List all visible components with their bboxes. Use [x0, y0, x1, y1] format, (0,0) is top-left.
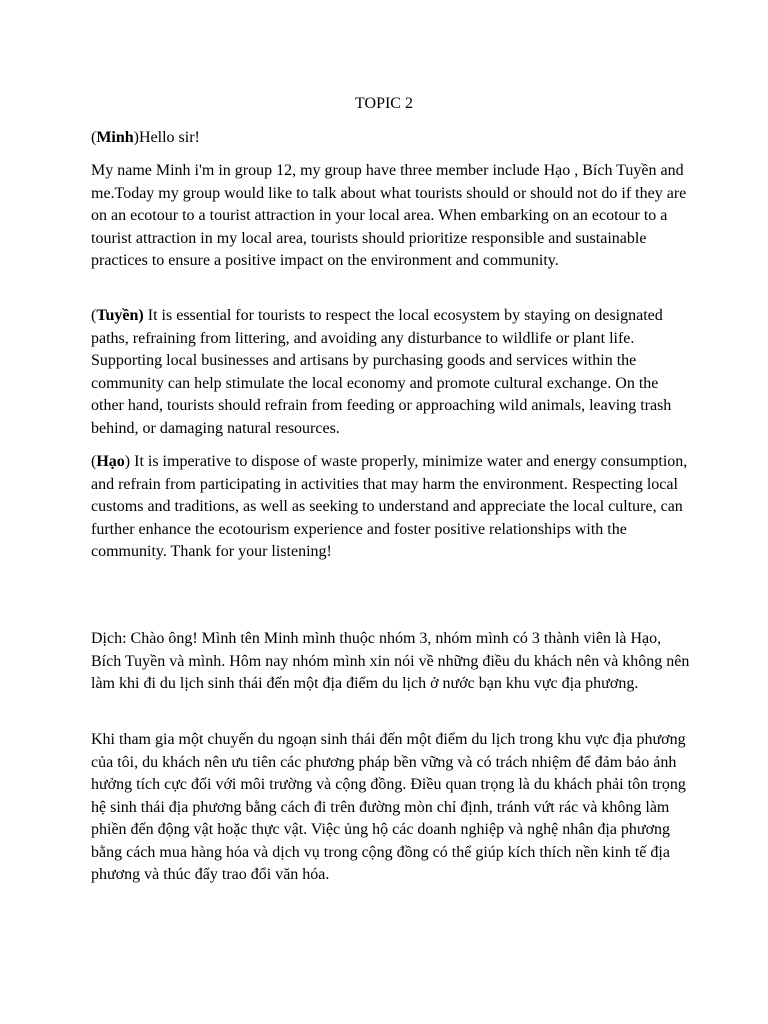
translation-paragraph-1: [91, 628, 691, 696]
tuyen-paragraph: [91, 305, 691, 440]
hao-text: It is imperative to dispose of waste properly, minimize water and energy consumption, and refrain from participating in activities that may harm the environment. Respecting local customs and traditions, as well as seeking to understand and appreciate the local culture, can further enhance the ecotourism experience and foster positive relationships with the community. Thank for your listening!: [91, 453, 688, 560]
greeting-text: Hello sir!: [139, 129, 200, 146]
speaker-tuyen: Tuyền): [96, 307, 144, 324]
paren-open: (: [91, 129, 97, 146]
paren-open: (: [91, 453, 97, 470]
document-title: TOPIC 2: [355, 95, 413, 112]
tuyen-text: It is essential for tourists to respect the local ecosystem by staying on designated paths, refraining from littering, and avoiding any disturbance to wildlife or plant life. Supporting local businesses and artisans by purchasing goods and services within the community can help stimulate the local economy and promote cultural exchange. On the other hand, tourists should refrain from feeding or approaching wild animals, leaving trash behind, or damaging natural resources.: [91, 307, 672, 437]
hao-paragraph: [91, 451, 691, 564]
translation-text-2: Khi tham gia một chuyến du ngoạn sinh thái đến một điểm du lịch trong khu vực địa phương của tôi, du khách nên ưu tiên các phương pháp bền vững và có trách nhiệm để đảm bảo ảnh hưởng tích cực đối với môi trường và cộng đồng. Điều quan trọng là du khách phải tôn trọng hệ sinh thái địa phương bằng cách đi trên đường mòn chỉ định, tránh vứt rác và không làm phiền đến động vật hoặc thực vật. Việc ủng hộ các doanh nghiệp và nghệ nhân địa phương bằng cách mua hàng hóa và dịch vụ trong cộng đồng có thể giúp kích thích nền kinh tế địa phương và thúc đẩy trao đổi văn hóa.: [91, 731, 686, 883]
paren-close: ): [133, 129, 139, 146]
speaker-hao: Hạo: [96, 453, 125, 470]
intro-text: My name Minh i'm in group 12, my group have three member include Hạo , Bích Tuyền and me.Today my group would like to talk about what tourists should or should not do if they are on an ecotour to a tourist attraction in your local area. When embarking on an ecotour to a tourist attraction in my local area, tourists should prioritize responsible and sustainable practices to ensure a positive impact on the environment and community.: [91, 162, 687, 269]
translation-paragraph-2: [91, 729, 691, 887]
greeting-paragraph: [91, 127, 691, 150]
paren-close: ): [124, 453, 131, 470]
speaker-minh: Minh: [96, 129, 134, 146]
translation-text-1: Dịch: Chào ông! Mình tên Minh mình thuộc nhóm 3, nhóm mình có 3 thành viên là Hạo, Bích Tuyền và mình. Hôm nay nhóm mình xin nói về những điều du khách nên và không nên làm khi đi du lịch sinh thái đến một địa điểm du lịch ở nước bạn khu vực địa phương.: [91, 630, 690, 692]
paren-open: (: [91, 307, 97, 324]
intro-paragraph: [91, 160, 691, 273]
